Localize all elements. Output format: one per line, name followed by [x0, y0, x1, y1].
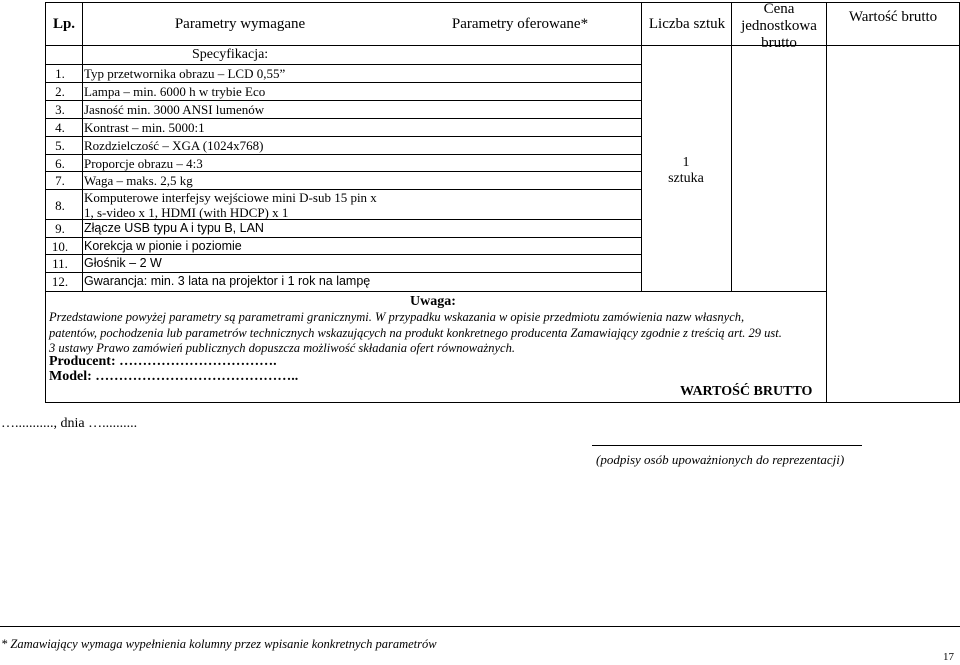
- item-text: Lampa – min. 6000 h w trybie Eco: [84, 84, 266, 99]
- header-required-params: Parametry wymagane: [174, 16, 306, 32]
- page-number: 17: [943, 651, 954, 663]
- item-text: Głośnik – 2 W: [84, 256, 162, 270]
- item-text: Złącze USB typu A i typu B, LAN: [84, 221, 264, 235]
- notes-title: Uwaga:: [410, 294, 456, 309]
- item-text: Korekcja w pionie i poziomie: [84, 239, 242, 253]
- item-number: 9.: [55, 221, 65, 236]
- item-number: 3.: [55, 102, 65, 117]
- item-text: Kontrast – min. 5000:1: [84, 120, 205, 135]
- signature-line: [592, 445, 862, 446]
- item-number: 8.: [55, 198, 65, 213]
- model-field: Model: ……………………………………..: [49, 369, 299, 384]
- item-text: Typ przetwornika obrazu – LCD 0,55”: [84, 66, 286, 81]
- header-offered-params: Parametry oferowane*: [451, 16, 589, 32]
- quantity-unit: sztuka: [668, 171, 704, 186]
- place-date: …..........., dnia …..........: [1, 416, 138, 431]
- item-number: 7.: [55, 173, 65, 188]
- header-lp: Lp.: [52, 16, 76, 32]
- item-number: 10.: [51, 239, 69, 254]
- item-number: 2.: [55, 84, 65, 99]
- item-text: 1, s-video x 1, HDMI (with HDCP) x 1: [84, 205, 289, 220]
- item-text: Gwarancja: min. 3 lata na projektor i 1 rok na lampę: [84, 274, 371, 288]
- item-number: 5.: [55, 138, 65, 153]
- item-text: Jasność min. 3000 ANSI lumenów: [84, 102, 265, 117]
- header-unit-price: Cena jednostkowa brutto: [741, 1, 817, 51]
- quantity-value: 1: [682, 155, 690, 170]
- spec-label: Specyfikacja:: [192, 47, 269, 62]
- item-text: Proporcje obrazu – 4:3: [84, 156, 203, 171]
- item-number: 6.: [55, 156, 65, 171]
- total-value-label: WARTOŚĆ BRUTTO: [680, 384, 813, 399]
- header-quantity: Liczba sztuk: [648, 16, 726, 32]
- item-number: 1.: [55, 66, 65, 81]
- footnote: * Zamawiający wymaga wypełnienia kolumny przez wpisanie konkretnych parametrów: [1, 637, 437, 651]
- item-text: Waga – maks. 2,5 kg: [84, 173, 193, 188]
- signature-caption: (podpisy osób upoważnionych do reprezentacji): [596, 452, 845, 467]
- item-number: 4.: [55, 120, 65, 135]
- notes-line: 3 ustawy Prawo zamówień publicznych dopuszcza możliwość składania ofert równoważnych.: [49, 341, 515, 355]
- notes-line: Przedstawione powyżej parametry są parametrami granicznymi. W przypadku wskazania w opisie przedmiotu zamówienia nazw własnych,: [49, 310, 745, 324]
- item-number: 11.: [52, 256, 68, 271]
- item-text: Komputerowe interfejsy wejściowe mini D-sub 15 pin x: [84, 190, 377, 205]
- header-total-value: Wartość brutto: [848, 9, 938, 25]
- footnote-separator: [0, 626, 960, 627]
- item-text: Rozdzielczość – XGA (1024x768): [84, 138, 264, 153]
- producer-field: Producent: …………………………….: [49, 354, 277, 369]
- item-number: 12.: [51, 274, 69, 289]
- notes-line: patentów, pochodzenia lub parametrów technicznych wskazujących na produkt konkretnego producenta Zamawiający zgodnie z treścią art. 29 ust.: [49, 326, 782, 340]
